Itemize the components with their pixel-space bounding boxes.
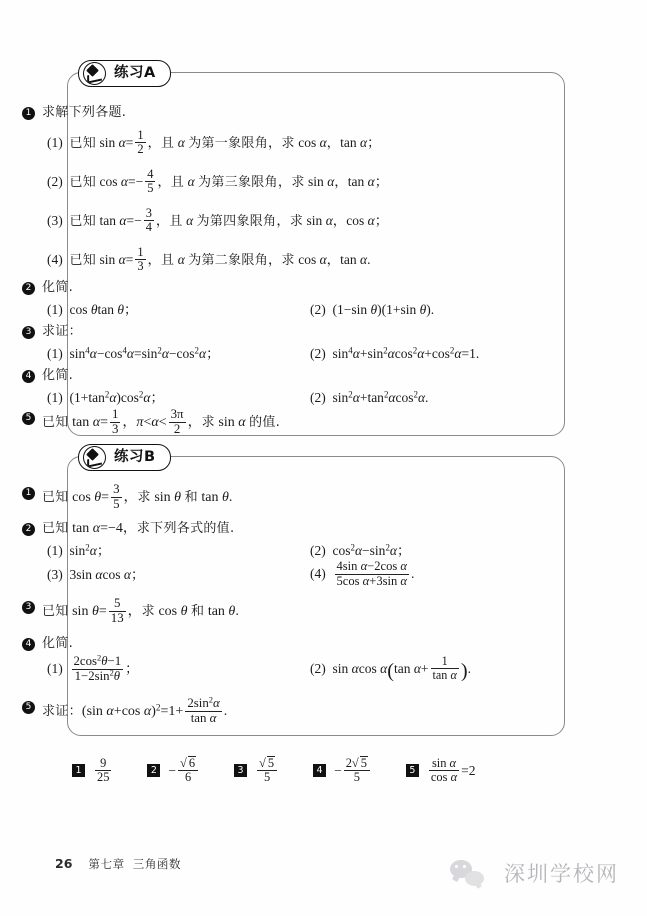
problem-number: 4	[22, 370, 35, 383]
problem-a-4-item-1: (1) $(1+\tan^2\alpha)\cos^2\alpha$；	[47, 389, 164, 405]
problem-number: 3	[22, 601, 35, 614]
answer-index: 3	[234, 764, 247, 777]
answer-value: $\frac{\text{sin α}}{\text{cos α}}$ =2	[430, 755, 476, 784]
problem-number: 2	[22, 282, 35, 295]
problem-number: 5	[22, 412, 35, 425]
problem-b-2-item-4: (4) $\frac{\text{4sin α−2cos α}}{\text{5cos α+3sin α}}$ .	[310, 559, 415, 588]
problem-number: 3	[22, 326, 35, 339]
problem-stem: 已知 sin θ= $\frac{5}{13}$ ，求 cos θ 和 tan θ.	[42, 596, 239, 625]
problem-a-4-item-2: (2) $\sin^2\alpha+\tan^2\alpha\cos^2\alpha$.	[310, 389, 429, 405]
problem-b-2-item-2: (2) $\cos^2\alpha-\sin^2\alpha$；	[310, 542, 411, 558]
problem-stem: 求证：	[42, 324, 82, 339]
wechat-icon	[450, 860, 484, 886]
exercise-b-header	[78, 444, 171, 471]
problem-a-3-item-2: (2) $\sin^4\alpha+\sin^2\alpha\cos^2\alpha+\cos^2\alpha=1$.	[310, 345, 480, 361]
problem-a-1-item-2: (2) 已知 cos α=− $\frac{4}{5}$ ，且 α 为第三象限角，求 sin α，tan α；	[47, 167, 389, 196]
problem-a-1-item-1: (1) 已知 sin α= $\frac{1}{2}$ ，且 α 为第一象限角，求 cos α，tan α；	[47, 128, 381, 157]
problem-number: 5	[22, 701, 35, 714]
problem-b-2-item-1: (1) $\sin^2\alpha$；	[47, 542, 111, 558]
watermark	[450, 858, 619, 888]
chapter-name: 第七章	[88, 857, 125, 871]
problem-b-4-item-1: (1) $\frac{2\cos^2\theta-1}{1-2\sin^2\theta}$ ；	[47, 652, 139, 683]
problem-a-3	[22, 322, 633, 342]
problem-b-5	[22, 694, 633, 726]
problem-a-1	[22, 103, 633, 123]
page-footer	[55, 856, 181, 872]
problem-stem: 已知 cos θ= $\frac{3}{5}$ ，求 sin θ 和 tan θ.	[42, 482, 233, 511]
problem-stem: 化简.	[42, 280, 74, 295]
problem-b-1	[22, 483, 633, 512]
problem-a-1-item-3: (3) 已知 tan α=− $\frac{3}{4}$ ，且 α 为第四象限角，求 sin α，cos α；	[47, 206, 389, 235]
answer-index: 1	[72, 764, 85, 777]
problem-number: 1	[22, 487, 35, 500]
problem-b-4-item-2: (2) sin αcos α(tan α+ $\frac{1}{\text{tan α}}$ ).	[310, 654, 471, 683]
answer-item	[406, 757, 476, 785]
problem-number: 4	[22, 638, 35, 651]
answer-value: $\frac{√ 5}{5}$	[255, 756, 279, 785]
answer-value: − $\frac{√ 6}{6}$	[168, 756, 200, 785]
problem-stem: 化简.	[42, 636, 74, 651]
answer-index: 2	[147, 764, 160, 777]
watermark-text: 深圳学校网	[504, 862, 619, 886]
problem-stem: 求解下列各题.	[42, 105, 127, 120]
problem-b-2	[22, 519, 633, 539]
exercise-a-title: 练习A	[114, 65, 156, 82]
problem-a-1-item-4: (4) 已知 sin α= $\frac{1}{3}$ ，且 α 为第二象限角，求 cos α，tan α.	[47, 245, 371, 274]
problem-a-2	[22, 278, 633, 298]
exercise-a-header	[78, 60, 171, 87]
problem-stem: 求证：(sin α+cos α)$^2$=1+ $\frac{2\sin^2\alpha}{\text{tan α}}$ .	[42, 694, 228, 725]
answer-value: − $\frac{2√ 5}{5}$	[334, 756, 372, 785]
answer-value: $\frac{9}{25}$	[97, 755, 110, 784]
problem-number: 2	[22, 523, 35, 536]
problem-a-3-item-1: (1) $\sin^4\alpha-\cos^4\alpha=\sin^2\alpha-\cos^2\alpha$；	[47, 345, 220, 361]
problem-a-4	[22, 366, 633, 386]
page-number: 26	[55, 856, 73, 871]
diamond-check-icon	[83, 62, 106, 85]
problem-stem: 化简.	[42, 368, 74, 383]
diamond-check-icon	[83, 446, 106, 469]
problem-b-2-item-3: (3) 3sin αcos α；	[47, 567, 145, 582]
answers-row	[72, 756, 572, 785]
answer-item	[72, 757, 113, 785]
answer-index: 4	[313, 764, 326, 777]
section-name: 三角函数	[132, 857, 182, 871]
answer-item	[147, 756, 200, 785]
answer-item	[313, 756, 372, 785]
problem-b-4	[22, 634, 633, 654]
answer-index: 5	[406, 764, 419, 777]
answer-item	[234, 756, 279, 785]
problem-b-3	[22, 597, 633, 626]
problem-a-5	[22, 408, 633, 437]
problem-stem: 已知 tan α=−4，求下列各式的值.	[42, 521, 235, 536]
problem-number: 1	[22, 107, 35, 120]
exercise-b-title: 练习B	[114, 449, 156, 466]
problem-a-2-item-1: (1) cos θtan θ；	[47, 302, 138, 317]
problem-stem: 已知 tan α= $\frac{1}{3}$ ，π<α< $\frac{3\pi}{2}$ ，求 sin α 的值.	[42, 407, 281, 436]
chapter-label	[88, 856, 181, 872]
problem-a-2-item-2: (2) (1−sin θ)(1+sin θ).	[310, 302, 435, 317]
